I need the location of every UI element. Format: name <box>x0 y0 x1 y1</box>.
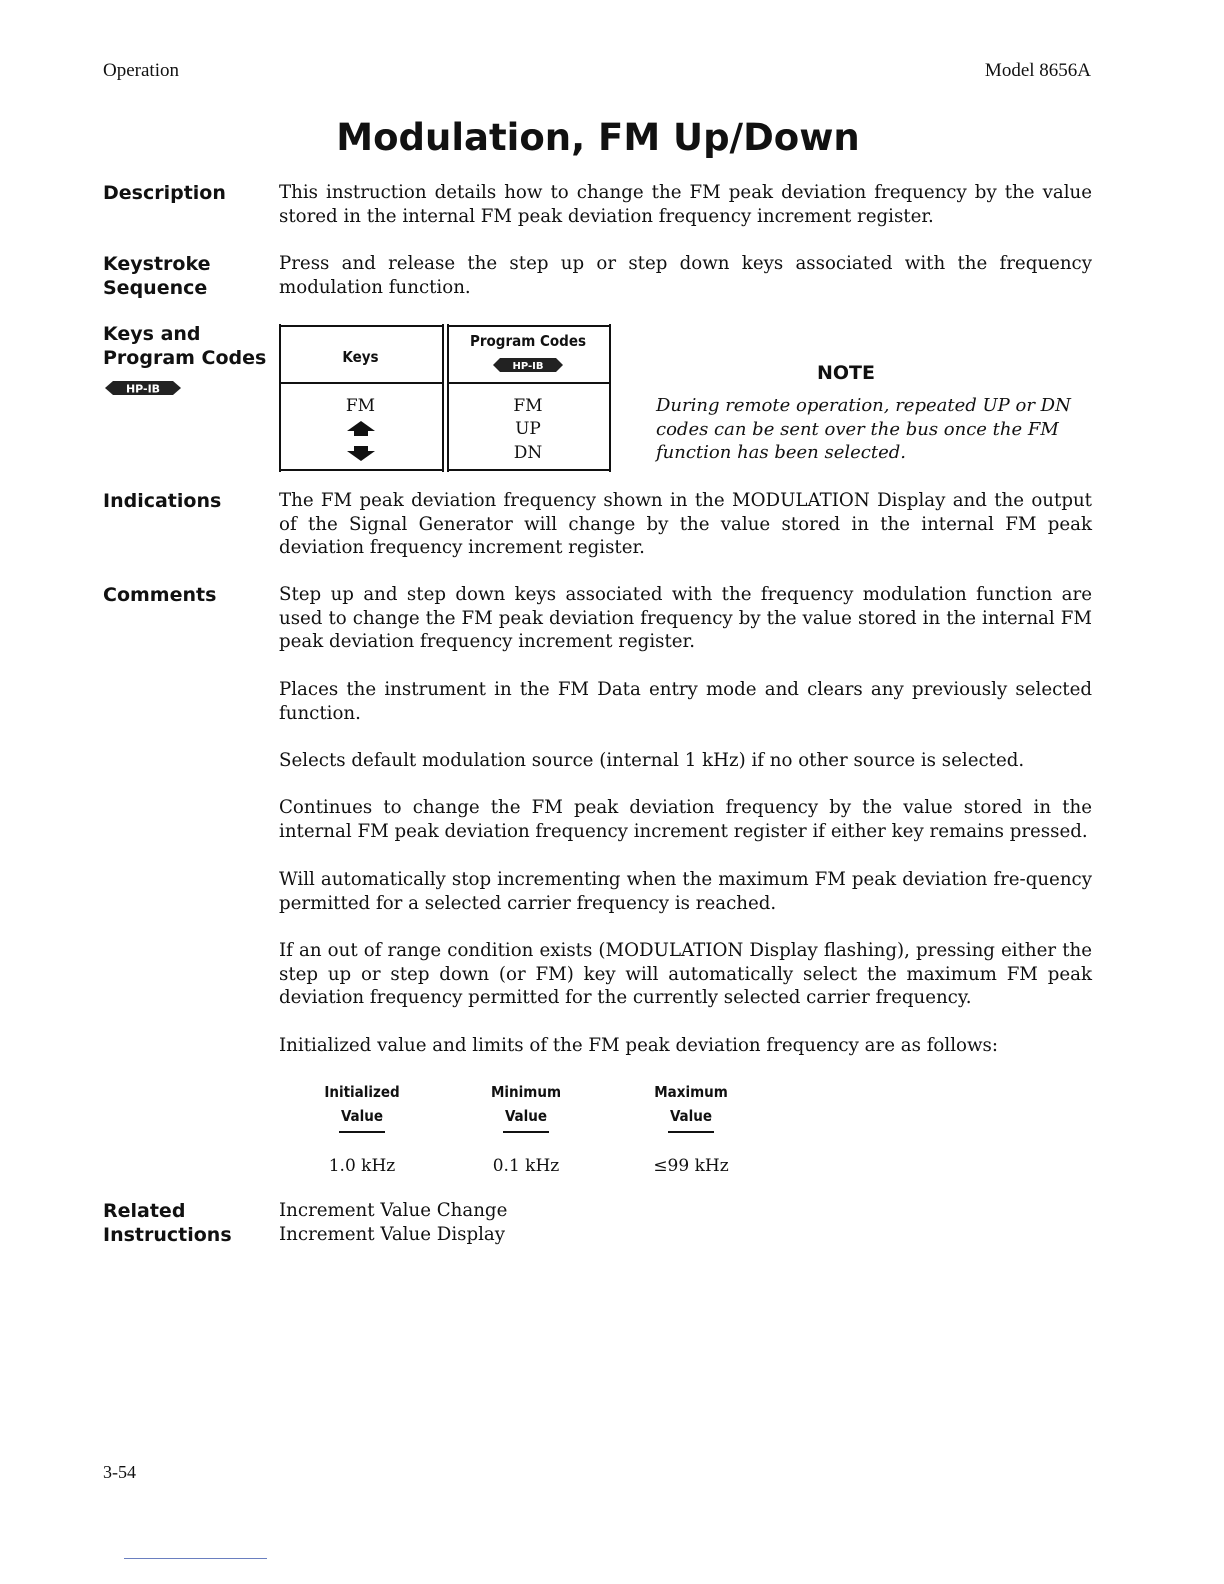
keystroke-text: Press and release the step up or step down keys associated with the frequency modulation function. <box>279 253 1092 298</box>
minimum-header-line2: Value <box>503 1104 549 1133</box>
keys-program-codes-table <box>279 324 611 472</box>
maximum-value: ≤99 kHz <box>653 1156 729 1176</box>
related-label-line2: Instructions <box>103 1224 232 1246</box>
comments-label: Comments <box>103 584 217 606</box>
keystroke-label-line1: Keystroke <box>103 253 211 275</box>
hpib-badge-icon <box>103 378 183 398</box>
program-codes-hpib-text: HP-IB <box>512 361 544 372</box>
key-fm: FM <box>345 396 376 416</box>
comments-paragraph-6: If an out of range condition exists (MODULATION Display flashing), pressing either the step up or step down (or FM) key will automatically select the maximum FM peak deviation frequency permitted for the currently selected carrier frequency. <box>279 940 1092 1008</box>
indications-label: Indications <box>103 490 222 512</box>
note-title: NOTE <box>817 362 875 384</box>
keystroke-label-line2: Sequence <box>103 277 208 299</box>
keys-column-header: Keys <box>342 348 379 366</box>
table-top-rule-left <box>281 325 442 327</box>
table-header-rule-right <box>449 382 609 384</box>
table-bottom-rule-right <box>449 469 609 471</box>
keys-codes-label-line1: Keys and <box>103 323 201 345</box>
indications-text: The FM peak deviation frequency shown in the MODULATION Display and the output of the Signal Generator will change by the value stored in the internal FM peak deviation frequency increment register. <box>279 490 1092 558</box>
table-top-rule-right <box>449 325 609 327</box>
code-dn: DN <box>513 443 543 463</box>
limits-initialized-column <box>307 1080 417 1176</box>
table-bottom-rule-left <box>281 469 442 471</box>
header-section-name: Operation <box>103 60 179 81</box>
limits-maximum-column <box>636 1080 746 1176</box>
program-codes-column-header: Program Codes <box>469 332 587 350</box>
initialized-header <box>307 1080 417 1133</box>
related-list <box>279 1199 1092 1246</box>
related-item-increment-value-display: Increment Value Display <box>279 1223 506 1245</box>
code-fm: FM <box>513 396 543 416</box>
related-label-line1: Related <box>103 1200 186 1222</box>
keys-codes-label-line2: Program Codes <box>103 347 267 369</box>
table-header-rule-left <box>281 382 442 384</box>
footer-rule <box>124 1558 267 1559</box>
note-text: During remote operation, repeated UP or DN codes can be sent over the bus once the FM function has been selected. <box>656 395 1071 463</box>
table-border-right <box>609 324 611 472</box>
comments-paragraph-2: Places the instrument in the FM Data entry mode and clears any previously selected function. <box>279 679 1092 724</box>
description-text: This instruction details how to change the FM peak deviation frequency by the value stored in the internal FM peak deviation frequency increment register. <box>279 182 1092 227</box>
minimum-header-line1: Minimum <box>490 1083 562 1101</box>
program-codes-hpib-icon <box>491 356 565 374</box>
up-arrow-icon <box>346 420 376 438</box>
minimum-header <box>471 1080 581 1133</box>
initialized-value: 1.0 kHz <box>328 1156 396 1176</box>
comments-paragraph-1: Step up and step down keys associated with the frequency modulation function are used to change the FM peak deviation frequency by the value stored in the internal FM peak deviation frequency increment register. <box>279 584 1092 652</box>
limits-minimum-column <box>471 1080 581 1176</box>
related-item-increment-value-change: Increment Value Change <box>279 1200 508 1221</box>
header-model-name: Model 8656A <box>984 60 1091 81</box>
page-title: Modulation, FM Up/Down <box>336 116 860 159</box>
code-up: UP <box>515 419 541 439</box>
maximum-header-line2: Value <box>668 1104 714 1133</box>
maximum-header-line1: Maximum <box>654 1083 728 1101</box>
hpib-badge-text: HP-IB <box>125 382 161 396</box>
comments-paragraph-4: Continues to change the FM peak deviation frequency by the value stored in the internal FM peak deviation frequency increment register if either key remains pressed. <box>279 797 1092 842</box>
description-label: Description <box>103 182 226 204</box>
keystroke-label <box>103 252 211 300</box>
initialized-header-line2: Value <box>339 1104 385 1133</box>
comments-paragraph-5: Will automatically stop incrementing when the maximum FM peak deviation fre-quency permitted for a selected carrier frequency is reached. <box>279 869 1092 914</box>
page-number: 3-54 <box>103 1462 136 1482</box>
keys-codes-label <box>103 322 266 370</box>
comments-paragraph-7: Initialized value and limits of the FM peak deviation frequency are as follows: <box>279 1035 998 1056</box>
comments-paragraph-3: Selects default modulation source (internal 1 kHz) if no other source is selected. <box>279 750 1025 771</box>
table-divider-left <box>442 324 444 472</box>
minimum-value: 0.1 kHz <box>492 1156 560 1176</box>
initialized-header-line1: Initialized <box>324 1083 400 1101</box>
related-label <box>103 1199 232 1247</box>
maximum-header <box>636 1080 746 1133</box>
down-arrow-icon <box>346 444 376 462</box>
